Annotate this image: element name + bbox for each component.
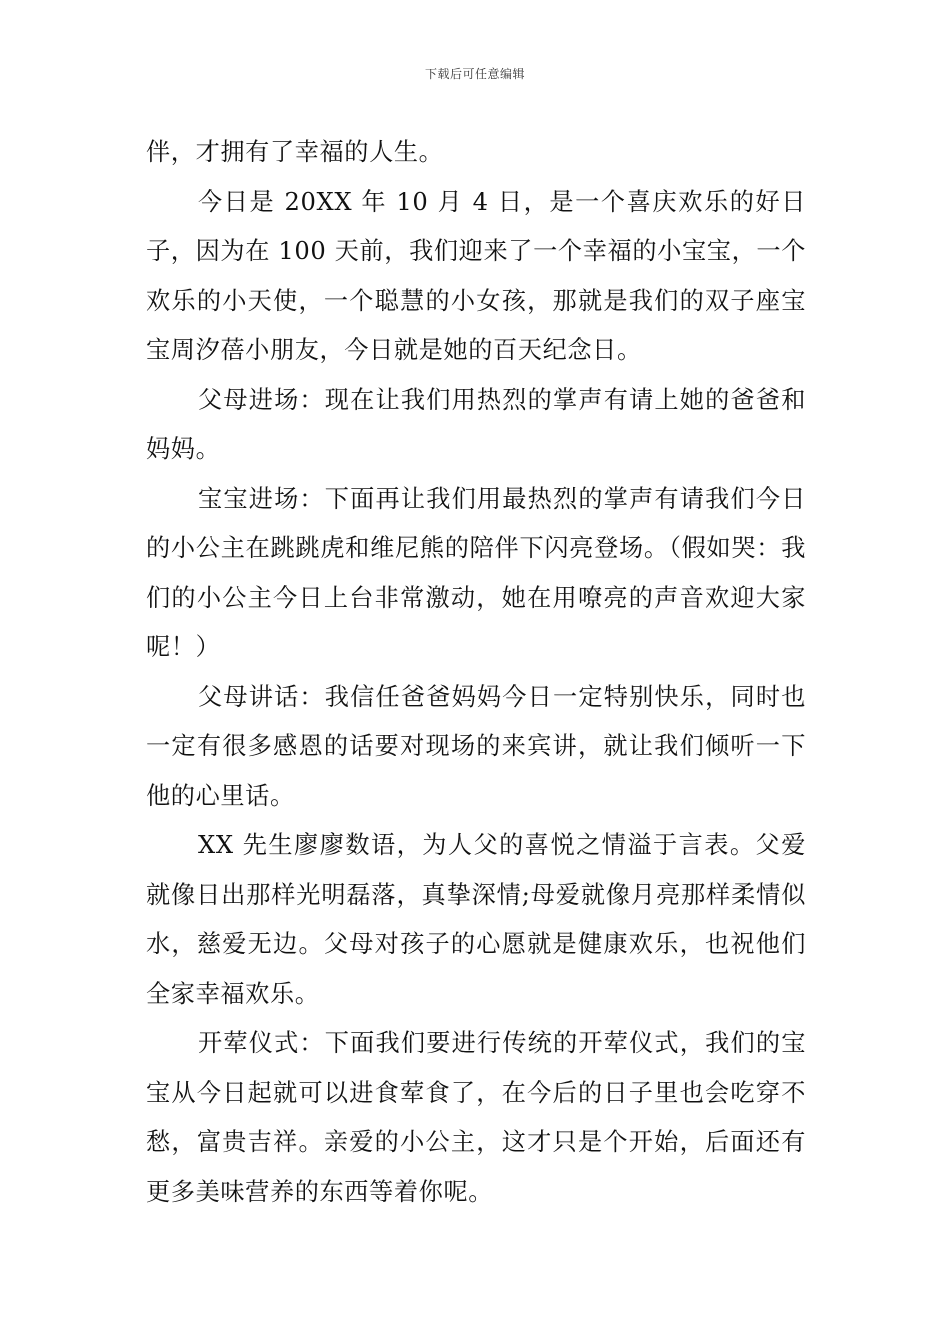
document-body <box>146 128 806 1217</box>
paragraph-parents-entrance: 父母进场：现在让我们用热烈的掌声有请上她的爸爸和妈妈。 <box>146 385 806 463</box>
paragraph-date-intro: 今日是 20XX 年 10 月 4 日，是一个喜庆欢乐的好日子，因为在 100 天前，我们迎来了一个幸福的小宝宝，一个欢乐的小天使，一个聪慧的小女孩，那就是我们的双子座宝宝周汐蓓小朋友，今日就是她的百天纪念日。 <box>146 187 806 364</box>
header-note: 下载后可任意编辑 <box>424 67 525 81</box>
paragraph-first-meal-ceremony: 开荤仪式：下面我们要进行传统的开荤仪式，我们的宝宝从今日起就可以进食荤食了，在今后的日子里也会吃穿不愁，富贵吉祥。亲爱的小公主，这才只是个开始，后面还有更多美味营养的东西等着你呢。 <box>146 1029 806 1206</box>
paragraph-baby-entrance: 宝宝进场：下面再让我们用最热烈的掌声有请我们今日的小公主在跳跳虎和维尼熊的陪伴下闪亮登场。（假如哭：我们的小公主今日上台非常激动，她在用嘹亮的声音欢迎大家呢！） <box>146 484 806 661</box>
paragraph-parents-speech: 父母讲话：我信任爸爸妈妈今日一定特别快乐，同时也一定有很多感恩的话要对现场的来宾讲，就让我们倾听一下他的心里话。 <box>146 682 806 810</box>
paragraph-continuation: 伴，才拥有了幸福的人生。 <box>146 138 444 166</box>
paragraph-father-remarks: XX 先生廖廖数语，为人父的喜悦之情溢于言表。父爱就像日出那样光明磊落，真挚深情;母爱就像月亮那样柔情似水，慈爱无边。父母对孩子的心愿就是健康欢乐，也祝他们全家幸福欢乐。 <box>146 831 806 1008</box>
